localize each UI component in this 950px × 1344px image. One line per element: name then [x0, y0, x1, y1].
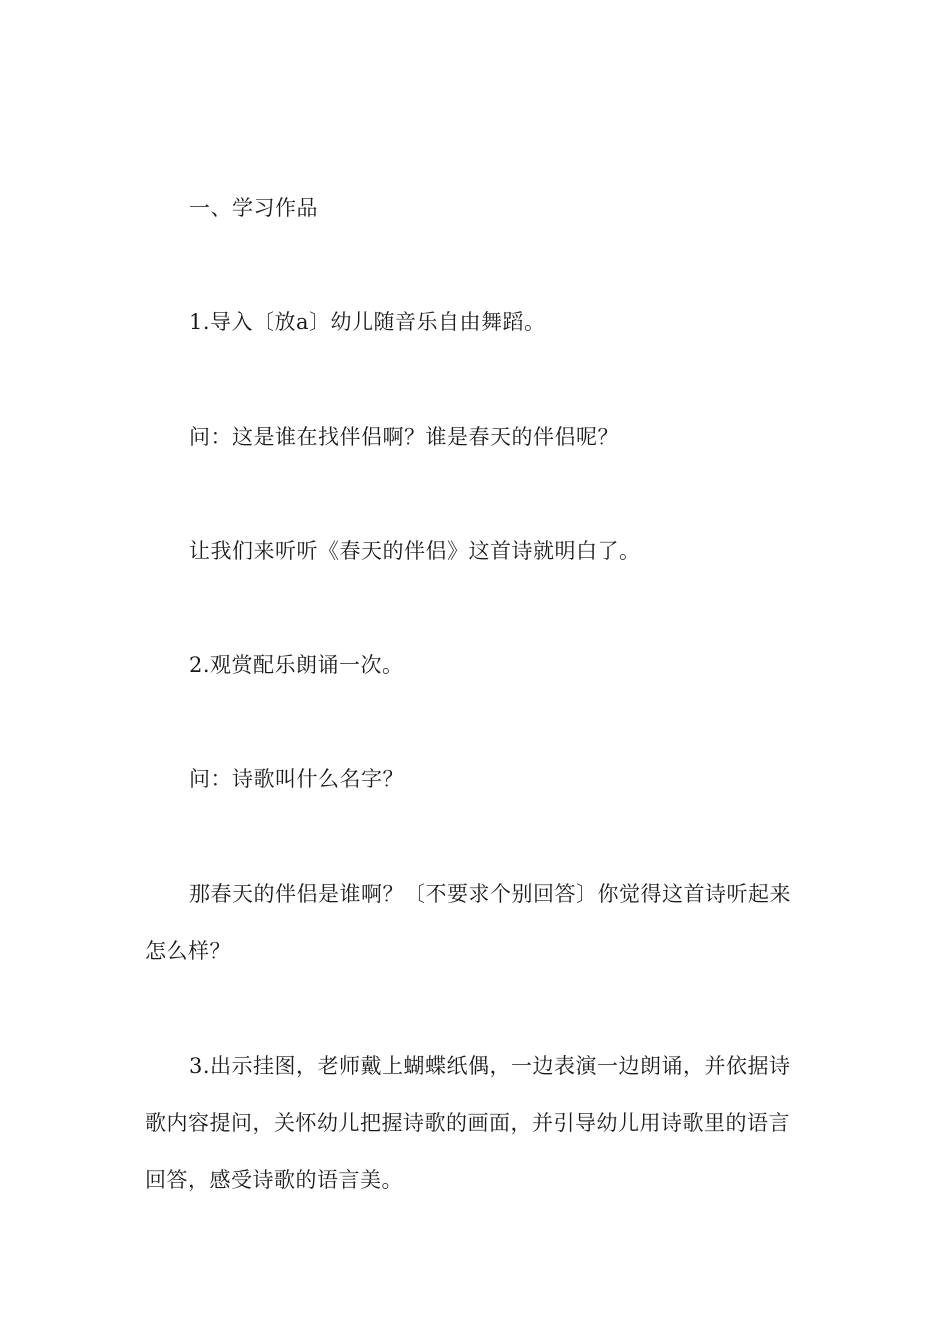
- step-2-paragraph: 2.观赏配乐朗诵一次。: [189, 653, 404, 677]
- section-heading: 一、学习作品: [189, 196, 318, 220]
- intro-paragraph: 让我们来听听《春天的伴侣》这首诗就明白了。: [189, 539, 641, 563]
- question-poem-name-paragraph: 问：诗歌叫什么名字？: [189, 767, 404, 791]
- question-paragraph: 问：这是谁在找伴侣啊？谁是春天的伴侣呢？: [189, 425, 619, 449]
- question-partner-paragraph: 那春天的伴侣是谁啊？〔不要求个别回答〕你觉得这首诗听起来怎么样？: [145, 882, 791, 963]
- step-3-paragraph: 3.出示挂图，老师戴上蝴蝶纸偶，一边表演一边朗诵，并依据诗歌内容提问，关怀幼儿把握诗歌的画面，并引导幼儿用诗歌里的语言回答，感受诗歌的语言美。: [145, 1054, 791, 1192]
- step-1-paragraph: 1.导入〔放a〕幼儿随音乐自由舞蹈。: [189, 310, 546, 334]
